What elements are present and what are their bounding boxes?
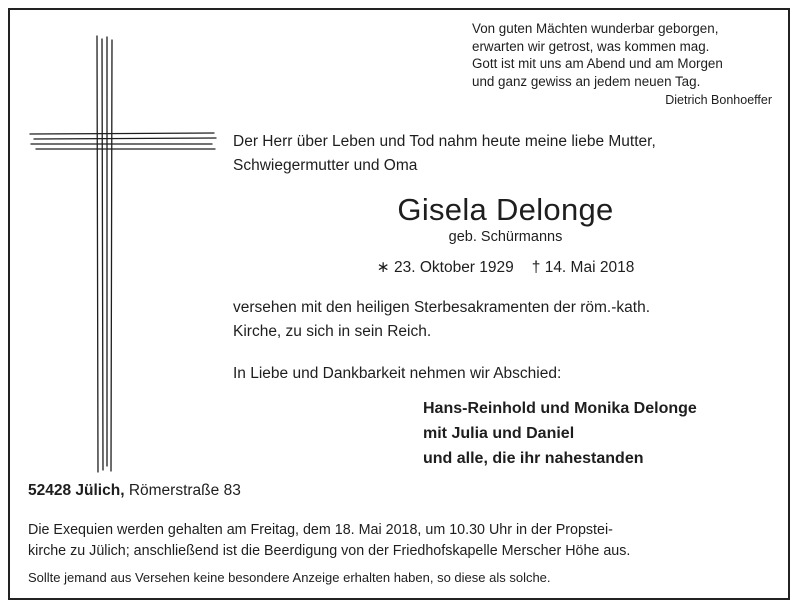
intro-line: Schwiegermutter und Oma [233, 157, 418, 174]
mourner-line: und alle, die ihr nahestanden [423, 450, 644, 467]
poem-author: Dietrich Bonhoeffer [665, 93, 772, 107]
bonhoeffer-poem [472, 20, 772, 110]
deceased-name: Gisela Delonge [397, 192, 614, 227]
life-dates [233, 258, 778, 277]
service-info [28, 520, 778, 562]
address [28, 482, 241, 500]
notice-note: Sollte jemand aus Versehen keine besondere Anzeige erhalten haben, so diese als solche. [28, 570, 551, 585]
sacraments-line: Kirche, zu sich in sein Reich. [233, 323, 432, 340]
mourners-list [423, 396, 783, 471]
poem-line: Gott ist mit uns am Abend und am Morgen [472, 56, 723, 71]
address-city: 52428 Jülich, [28, 482, 125, 499]
intro-line: Der Herr über Leben und Tod nahm heute meine liebe Mutter, [233, 133, 656, 150]
address-street: Römerstraße 83 [128, 482, 241, 499]
death-date: † 14. Mai 2018 [531, 259, 635, 276]
sacraments-text [233, 296, 778, 344]
poem-line: erwarten wir getrost, was kommen mag. [472, 38, 710, 54]
farewell-text: In Liebe und Dankbarkeit nehmen wir Abschied: [233, 365, 562, 382]
poem-line: und ganz gewiss an jedem neuen Tag. [472, 73, 701, 89]
sacraments-line: versehen mit den heiligen Sterbesakramenten der röm.-kath. [233, 299, 650, 316]
mourner-line: mit Julia und Daniel [423, 425, 575, 442]
service-line: kirche zu Jülich; anschließend ist die Beerdigung von der Friedhofskapelle Merscher Höhe aus. [28, 543, 631, 559]
mourner-line: Hans-Reinhold und Monika Delonge [423, 400, 697, 417]
poem-line: Von guten Mächten wunderbar geborgen, [472, 21, 719, 36]
maiden-name: geb. Schürmanns [448, 229, 563, 245]
cross-icon [28, 34, 218, 474]
service-line: Die Exequien werden gehalten am Freitag, dem 18. Mai 2018, um 10.30 Uhr in der Propstei- [28, 522, 613, 538]
intro-text [233, 130, 778, 178]
birth-date: ∗ 23. Oktober 1929 [376, 259, 514, 276]
